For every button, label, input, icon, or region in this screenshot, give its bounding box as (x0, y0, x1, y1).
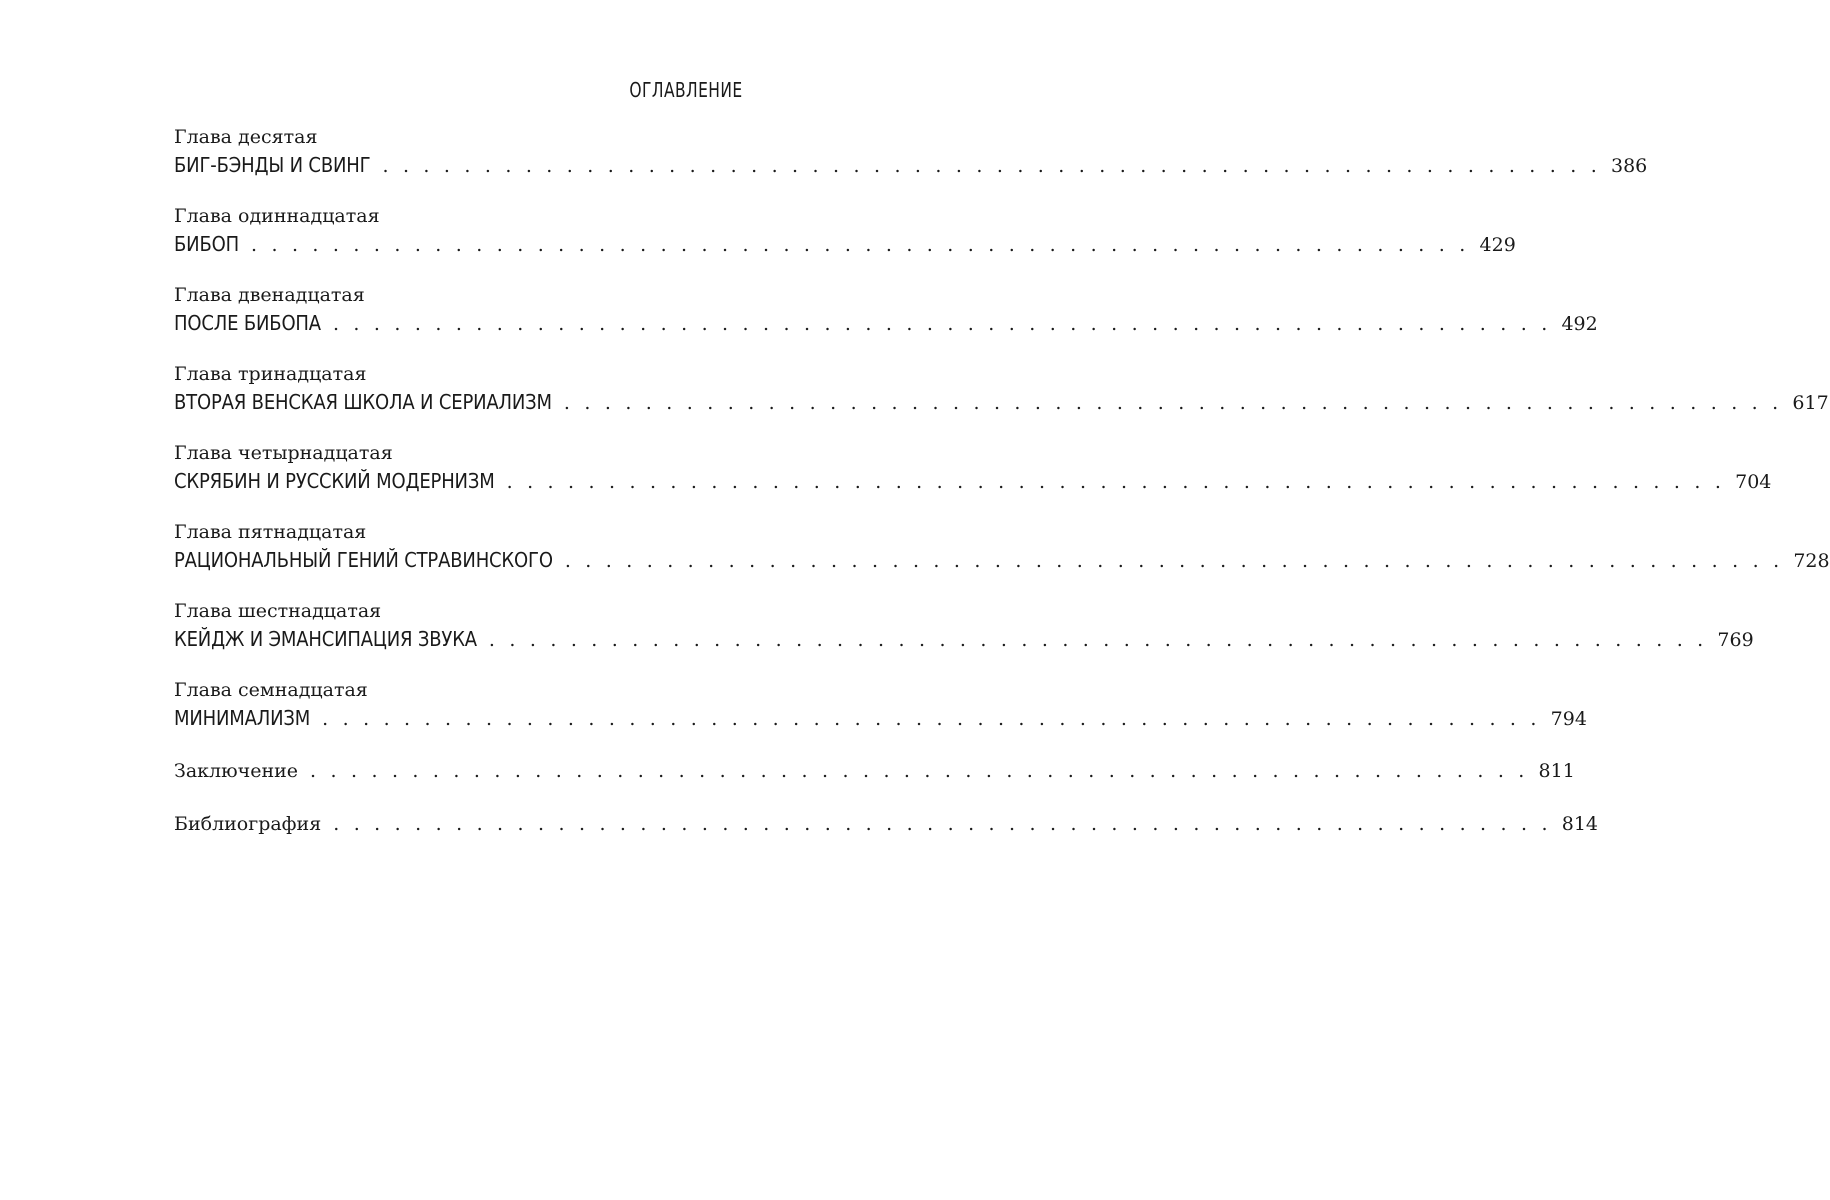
toc-line (174, 229, 1516, 259)
chapter-label: Глава четырнадцатая (174, 442, 393, 464)
chapter-label: Глава десятая (174, 126, 318, 148)
toc-entry-chapter-16 (174, 598, 1754, 654)
chapter-title: БИГ-БЭНДЫ И СВИНГ (174, 153, 371, 177)
toc-line (174, 809, 1598, 839)
chapter-title: ПОСЛЕ БИБОПА (174, 311, 321, 335)
toc-line (174, 624, 1754, 654)
dot-leader: . . . . . . . . . . . . . . . . . . . . . . . . . . . . . . . . . . . . . . . . . . . . . . . . . . . . . . . . . . . . (251, 234, 1470, 256)
page-number: 386 (1610, 155, 1648, 177)
toc-entry-chapter-10 (174, 124, 1648, 180)
chapter-title: ВТОРАЯ ВЕНСКАЯ ШКОЛА И СЕРИАЛИЗМ (174, 390, 552, 414)
chapter-title: МИНИМАЛИЗМ (174, 706, 311, 730)
toc-entry-chapter-17 (174, 677, 1587, 733)
chapter-label: Глава тринадцатая (174, 363, 367, 385)
dot-leader: . . . . . . . . . . . . . . . . . . . . . . . . . . . . . . . . . . . . . . . . . . . . . . . . . . . . . . . . . . . . (310, 760, 1529, 782)
running-head: ОГЛАВЛЕНИЕ (629, 78, 743, 102)
chapter-title: РАЦИОНАЛЬНЫЙ ГЕНИЙ СТРАВИНСКОГО (174, 548, 553, 572)
page-number: 728 (1793, 550, 1830, 572)
chapter-label: Глава шестнадцатая (174, 600, 382, 622)
chapter-title: КЕЙДЖ И ЭМАНСИПАЦИЯ ЗВУКА (174, 627, 477, 651)
section-title: Заключение (174, 760, 299, 782)
dot-leader: . . . . . . . . . . . . . . . . . . . . . . . . . . . . . . . . . . . . . . . . . . . . . . . . . . . . . . . . . . . . (506, 471, 1726, 493)
toc-entry-chapter-12 (174, 282, 1598, 338)
page-number: 769 (1717, 629, 1754, 651)
chapter-title: БИБОП (174, 232, 239, 256)
page-number: 704 (1735, 471, 1772, 493)
chapter-label: Глава двенадцатая (174, 284, 365, 306)
toc-line (174, 150, 1648, 180)
toc-line (174, 703, 1587, 733)
dot-leader: . . . . . . . . . . . . . . . . . . . . . . . . . . . . . . . . . . . . . . . . . . . . . . . . . . . . . . . . . . . . (333, 813, 1552, 835)
toc-line (174, 466, 1772, 496)
dot-leader: . . . . . . . . . . . . . . . . . . . . . . . . . . . . . . . . . . . . . . . . . . . . . . . . . . . . . . . . . . . . (382, 155, 1601, 177)
chapter-label: Глава пятнадцатая (174, 521, 367, 543)
table-of-contents (174, 124, 1830, 839)
toc-entry-chapter-13 (174, 361, 1829, 417)
section-title: Библиография (174, 813, 322, 835)
dot-leader: . . . . . . . . . . . . . . . . . . . . . . . . . . . . . . . . . . . . . . . . . . . . . . . . . . . . . . . . . . . . (564, 550, 1784, 572)
toc-entry-chapter-11 (174, 203, 1516, 259)
toc-line (174, 387, 1829, 417)
dot-leader: . . . . . . . . . . . . . . . . . . . . . . . . . . . . . . . . . . . . . . . . . . . . . . . . . . . . . . . . . . . . (332, 313, 1552, 335)
page-number: 811 (1538, 760, 1575, 782)
dot-leader: . . . . . . . . . . . . . . . . . . . . . . . . . . . . . . . . . . . . . . . . . . . . . . . . . . . . . . . . . . . . (563, 392, 1783, 414)
toc-entry-chapter-15 (174, 519, 1830, 575)
toc-entry-conclusion (174, 756, 1575, 786)
page-number: 814 (1561, 813, 1598, 835)
chapter-title: СКРЯБИН И РУССКИЙ МОДЕРНИЗМ (174, 469, 495, 493)
chapter-label: Глава одиннадцатая (174, 205, 380, 227)
page-number: 429 (1479, 234, 1516, 256)
dot-leader: . . . . . . . . . . . . . . . . . . . . . . . . . . . . . . . . . . . . . . . . . . . . . . . . . . . . . . . . . . . . (322, 708, 1541, 730)
toc-line (174, 545, 1830, 575)
toc-entry-chapter-14 (174, 440, 1772, 496)
toc-line (174, 756, 1575, 786)
page-number: 794 (1550, 708, 1587, 730)
toc-line (174, 308, 1598, 338)
page-number: 617 (1792, 392, 1829, 414)
dot-leader: . . . . . . . . . . . . . . . . . . . . . . . . . . . . . . . . . . . . . . . . . . . . . . . . . . . . . . . . . . . . (488, 629, 1708, 651)
chapter-label: Глава семнадцатая (174, 679, 368, 701)
page-number: 492 (1561, 313, 1598, 335)
toc-entry-bibliography (174, 809, 1598, 839)
